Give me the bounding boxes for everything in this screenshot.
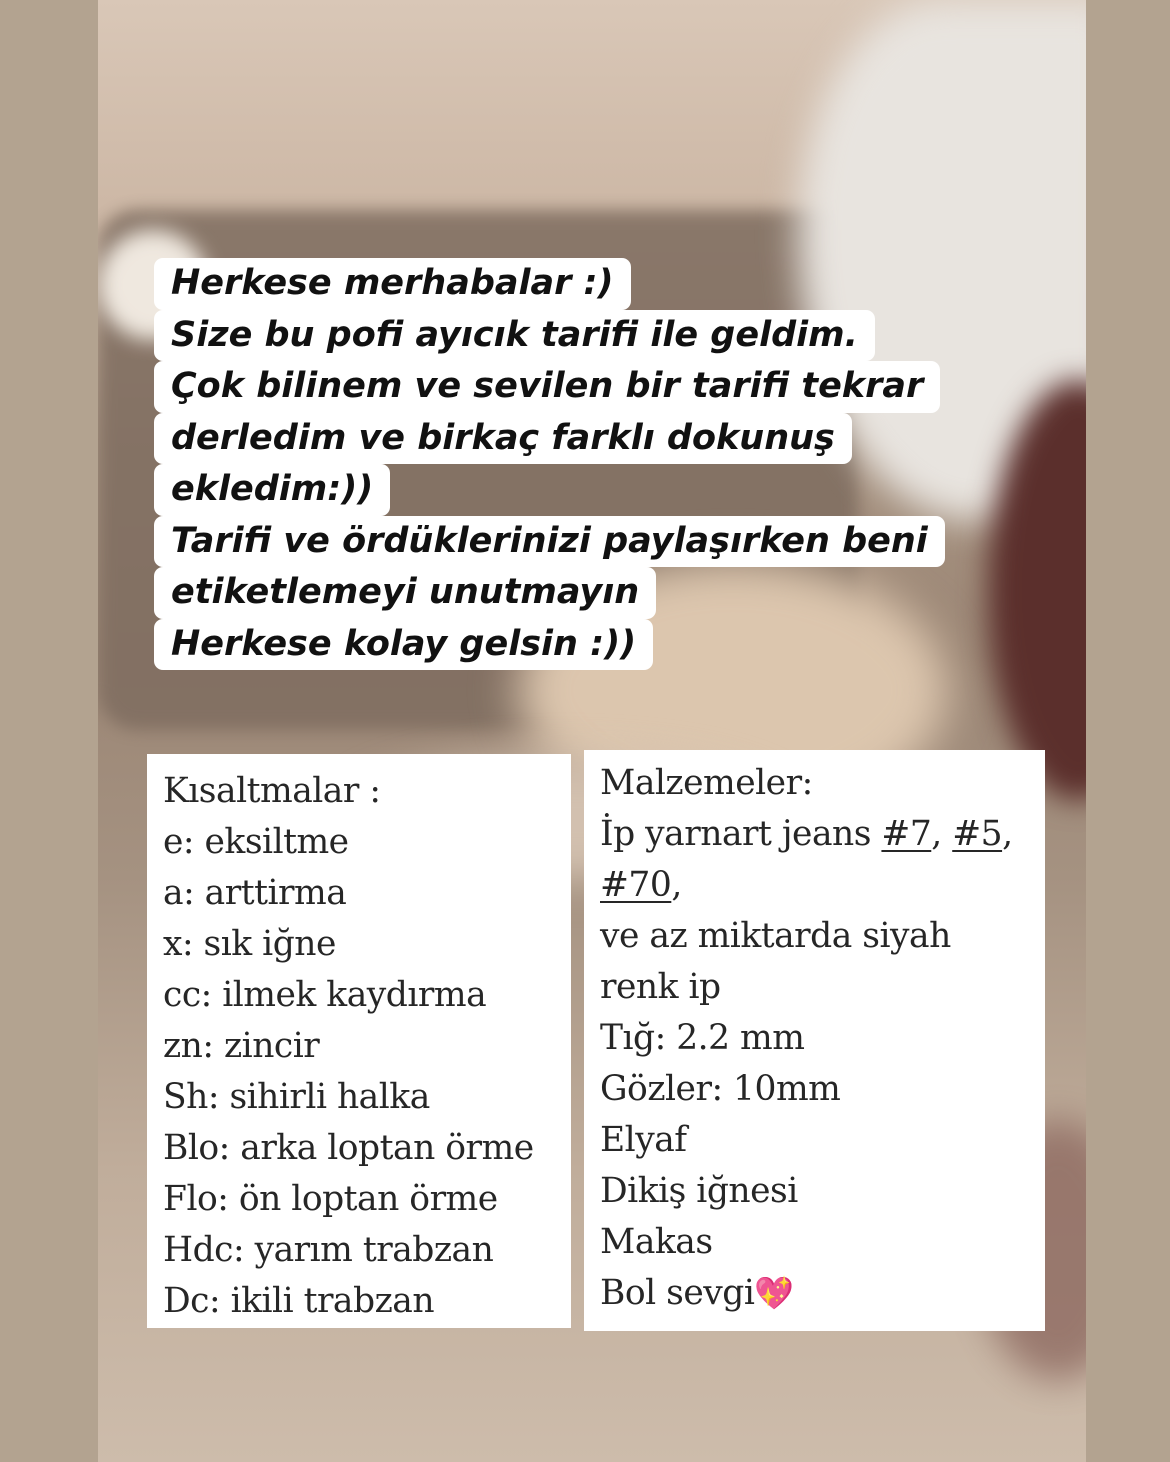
intro-line: etiketlemeyi unutmayın	[154, 567, 656, 619]
love-text: Bol sevgi	[600, 1273, 755, 1313]
separator: ,	[931, 814, 953, 854]
material-item: Dikiş iğnesi	[600, 1171, 798, 1211]
abbreviation-item: Dc: ikili trabzan	[163, 1281, 435, 1321]
hashtag-link[interactable]: #7	[881, 814, 932, 854]
materials-box	[584, 750, 1045, 1331]
abbreviations-title: Kısaltmalar :	[163, 771, 381, 811]
material-item: Elyaf	[600, 1120, 687, 1160]
abbreviation-item: a: arttirma	[163, 873, 347, 913]
material-item: Gözler: 10mm	[600, 1069, 841, 1109]
sparkling-heart-icon: 💖	[754, 1274, 794, 1312]
abbreviation-item: e: eksiltme	[163, 822, 349, 862]
abbreviation-item: Flo: ön loptan örme	[163, 1179, 498, 1219]
intro-line: Çok bilinem ve sevilen bir tarifi tekrar	[154, 361, 940, 413]
material-item: Makas	[600, 1222, 713, 1262]
abbreviation-item: zn: zincir	[163, 1026, 320, 1066]
intro-line: Herkese merhabalar :)	[154, 258, 631, 310]
intro-line: derledim ve birkaç farklı dokunuş	[154, 413, 852, 465]
intro-line: Tarifi ve ördüklerinizi paylaşırken beni	[154, 516, 945, 568]
abbreviations-box	[147, 754, 571, 1328]
yarn-text: İp yarnart jeans	[600, 814, 882, 854]
material-yarn-line	[600, 809, 1045, 860]
hashtag-link[interactable]: #70	[600, 865, 672, 905]
separator: ,	[671, 865, 682, 905]
material-yarn-line-2	[600, 860, 1045, 911]
intro-text-block	[154, 258, 945, 670]
abbreviation-item: Blo: arka loptan örme	[163, 1128, 534, 1168]
abbreviation-item: Sh: sihirli halka	[163, 1077, 430, 1117]
material-item: Tığ: 2.2 mm	[600, 1018, 805, 1058]
material-item: ve az miktarda siyah	[600, 916, 951, 956]
materials-title: Malzemeler:	[600, 763, 813, 803]
intro-line: Herkese kolay gelsin :))	[154, 619, 653, 671]
separator: ,	[1002, 814, 1013, 854]
hashtag-link[interactable]: #5	[952, 814, 1003, 854]
abbreviation-item: x: sık iğne	[163, 924, 336, 964]
intro-line: ekledim:))	[154, 464, 390, 516]
material-last-item	[600, 1268, 1045, 1319]
intro-line: Size bu pofi ayıcık tarifi ile geldim.	[154, 310, 875, 362]
abbreviation-item: Hdc: yarım trabzan	[163, 1230, 494, 1270]
abbreviation-item: cc: ilmek kaydırma	[163, 975, 487, 1015]
material-item: renk ip	[600, 967, 721, 1007]
